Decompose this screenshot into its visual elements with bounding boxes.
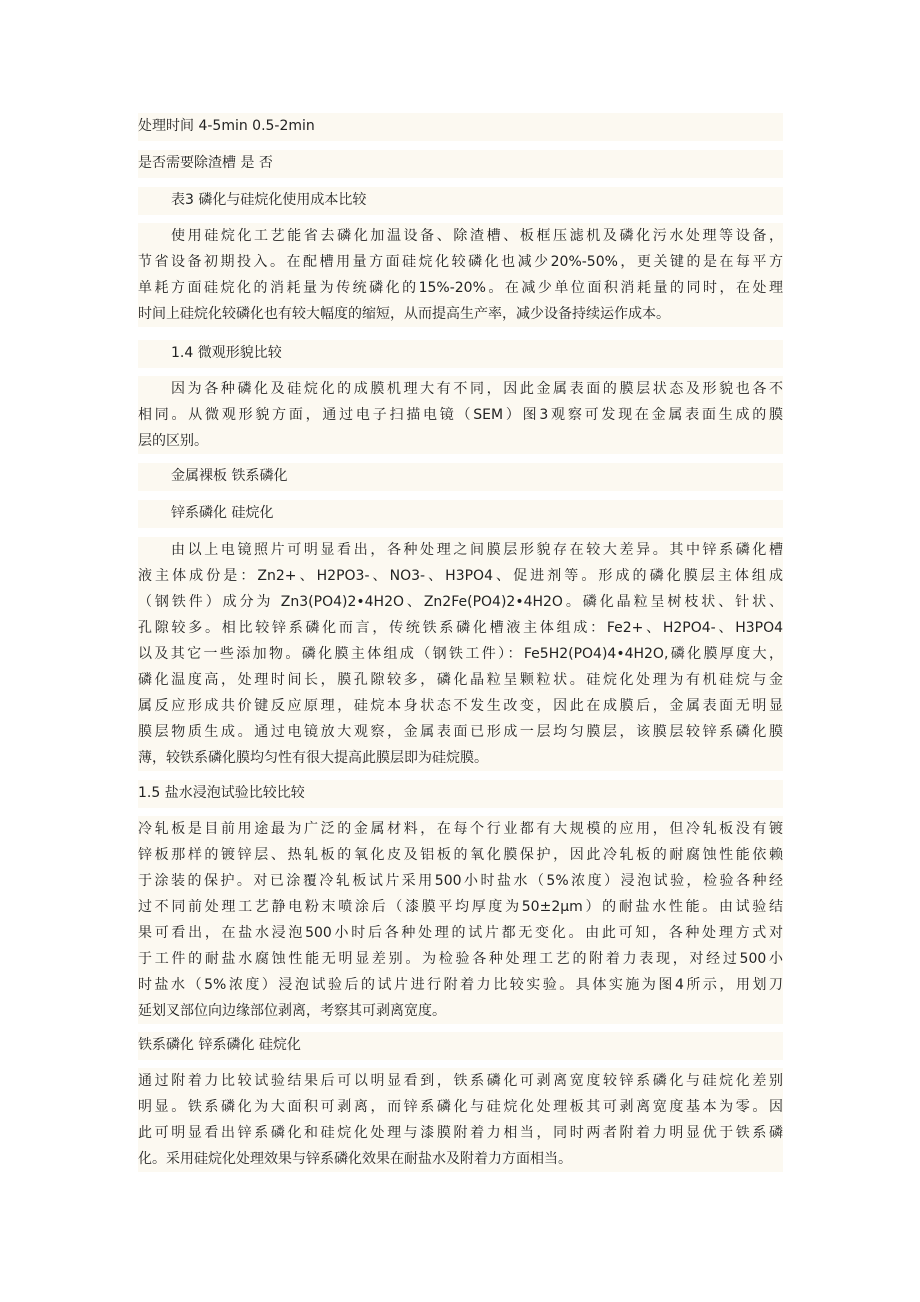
section-1-5-text: 1.5 盐水浸泡试验比较比较 bbox=[138, 785, 305, 801]
paragraph-line: 以及其它一些添加物。磷化膜主体组成（钢铁工件）：Fe5H2(PO4)4•4H2O,磷化膜厚度大， bbox=[138, 646, 783, 662]
figure-label-text: 锌系磷化 硅烷化 bbox=[171, 505, 274, 521]
paragraph-line: 节省设备初期投入。在配槽用量方面硅烷化较磷化也减少20%-50%，更关键的是在每平方 bbox=[138, 254, 783, 270]
paragraph-line: 膜层物质生成。通过电镜放大观察，金属表面已形成一层均匀膜层，该膜层较锌系磷化膜 bbox=[138, 724, 783, 740]
salt-immersion-paragraph bbox=[138, 816, 783, 1024]
table3-caption-text: 表3 磷化与硅烷化使用成本比较 bbox=[171, 192, 367, 208]
sem-paragraph bbox=[138, 537, 783, 771]
figure-label-text: 金属裸板 铁系磷化 bbox=[171, 468, 288, 484]
paragraph-line: 单耗方面硅烷化的消耗量为传统磷化的15%-20%。在减少单位面积消耗量的同时，在处理 bbox=[138, 280, 783, 296]
processing-time-text: 处理时间 4-5min 0.5-2min bbox=[138, 118, 315, 134]
paragraph-line: 冷轧板是目前用途最为广泛的金属材料，在每个行业都有大规模的应用，但冷轧板没有镀 bbox=[138, 821, 783, 837]
paragraph-line: 延划叉部位向边缘部位剥离，考察其可剥离宽度。 bbox=[138, 1003, 446, 1019]
adhesion-paragraph bbox=[138, 1068, 783, 1172]
morphology-paragraph bbox=[138, 376, 783, 454]
paragraph-line: 相同。从微观形貌方面，通过电子扫描电镜（SEM）图3观察可发现在金属表面生成的膜 bbox=[138, 407, 783, 423]
paragraph-line: 明显。铁系磷化为大面积可剥离，而锌系磷化与硅烷化处理板其可剥离宽度基本为零。因 bbox=[138, 1099, 783, 1115]
paragraph-line: 通过附着力比较试验结果后可以明显看到，铁系磷化可剥离宽度较锌系磷化与硅烷化差别 bbox=[138, 1073, 783, 1089]
paragraph-line: 于涂装的保护。对已涂覆冷轧板试片采用500小时盐水（5%浓度）浸泡试验，检验各种经 bbox=[138, 873, 783, 889]
paragraph-line: 于工件的耐盐水腐蚀性能无明显差别。为检验各种处理工艺的附着力表现，对经过500小 bbox=[138, 951, 783, 967]
slag-tank-text: 是否需要除渣槽 是 否 bbox=[138, 155, 273, 171]
paragraph-line: 层的区别。 bbox=[138, 433, 208, 449]
paragraph-line: 属反应形成共价键反应原理，硅烷本身状态不发生改变，因此在成膜后，金属表面无明显 bbox=[138, 698, 783, 714]
paragraph-line: 时间上硅烷化较磷化也有较大幅度的缩短，从而提高生产率，减少设备持续运作成本。 bbox=[138, 306, 670, 322]
paragraph-line: 果可看出，在盐水浸泡500小时后各种处理的试片都无变化。由此可知，各种处理方式对 bbox=[138, 925, 783, 941]
figure3-labels-row1 bbox=[138, 463, 783, 491]
figure3-labels-row2 bbox=[138, 500, 783, 528]
paragraph-line: 时盐水（5%浓度）浸泡试验后的试片进行附着力比较实验。具体实施为图4所示，用划刀 bbox=[138, 977, 783, 993]
section-heading-1-4 bbox=[138, 340, 783, 368]
figure-label-text: 铁系磷化 锌系磷化 硅烷化 bbox=[138, 1037, 301, 1053]
cost-paragraph bbox=[138, 223, 783, 327]
paragraph-line: 使用硅烷化工艺能省去磷化加温设备、除渣槽、板框压滤机及磷化污水处理等设备， bbox=[171, 228, 783, 244]
table-row-slag-tank bbox=[138, 150, 783, 178]
paragraph-line: 此可明显看出锌系磷化和硅烷化处理与漆膜附着力相当，同时两者附着力明显优于铁系磷 bbox=[138, 1125, 783, 1141]
paragraph-line: 由以上电镜照片可明显看出，各种处理之间膜层形貌存在较大差异。其中锌系磷化槽 bbox=[171, 542, 783, 558]
table3-caption bbox=[138, 187, 783, 215]
section-heading-1-5 bbox=[138, 780, 783, 808]
paragraph-line: （钢铁件）成分为 Zn3(PO4)2•4H2O、Zn2Fe(PO4)2•4H2O。磷化晶粒呈树枝状、针状、 bbox=[138, 594, 783, 610]
paragraph-line: 过不同前处理工艺静电粉末喷涂后（漆膜平均厚度为50±2μm）的耐盐水性能。由试验结 bbox=[138, 899, 783, 915]
paragraph-line: 薄，较铁系磷化膜均匀性有很大提高此膜层即为硅烷膜。 bbox=[138, 750, 488, 766]
section-1-4-text: 1.4 微观形貌比较 bbox=[171, 345, 282, 361]
figure4-labels bbox=[138, 1032, 783, 1060]
paragraph-line: 液主体成份是：Zn2+、H2PO3-、NO3-、H3PO4、促进剂等。形成的磷化膜层主体组成 bbox=[138, 568, 783, 584]
paragraph-line: 化。采用硅烷化处理效果与锌系磷化效果在耐盐水及附着力方面相当。 bbox=[138, 1151, 572, 1167]
paragraph-line: 孔隙较多。相比较锌系磷化而言，传统铁系磷化槽液主体组成：Fe2+、H2PO4-、H3PO4 bbox=[138, 620, 783, 636]
paragraph-line: 因为各种磷化及硅烷化的成膜机理大有不同，因此金属表面的膜层状态及形貌也各不 bbox=[171, 381, 783, 397]
paragraph-line: 锌板那样的镀锌层、热轧板的氧化皮及铝板的氧化膜保护，因此冷轧板的耐腐蚀性能依赖 bbox=[138, 847, 783, 863]
paragraph-line: 磷化温度高，处理时间长，膜孔隙较多，磷化晶粒呈颗粒状。硅烷化处理为有机硅烷与金 bbox=[138, 672, 783, 688]
table-row-processing-time bbox=[138, 113, 783, 141]
